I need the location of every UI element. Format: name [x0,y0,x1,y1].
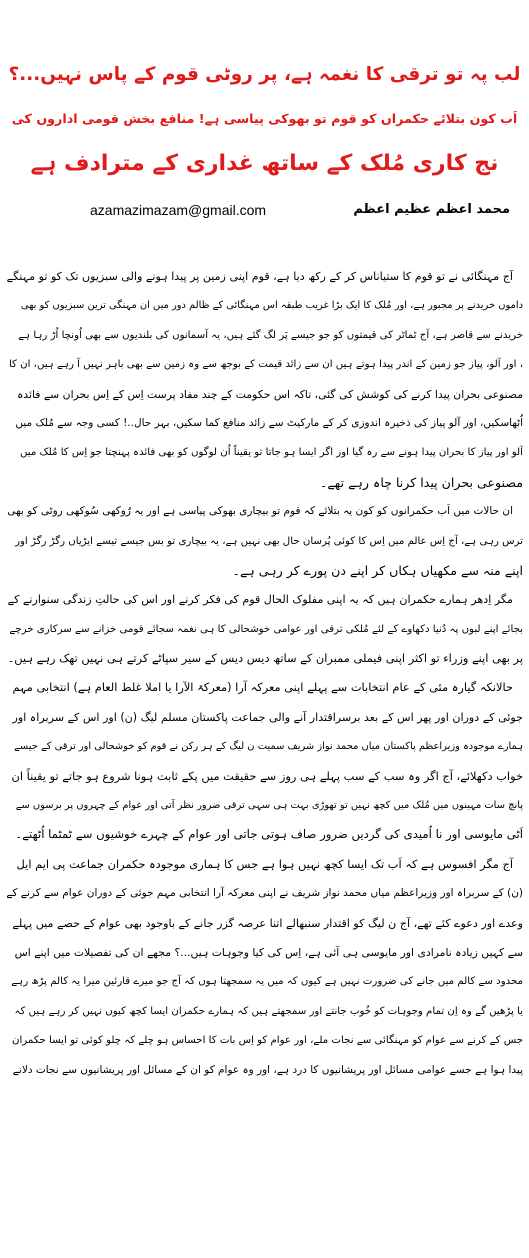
body-line: پر بھی اپنے وزراء تو اکثر اپنی فیملی ممبران کے ساتھ دیس دیس کے سیر سپاٹے کرتے ہی نہیں تھک رہے ہیں۔ [7,651,523,666]
author-email: azamazimazam@gmail.com [90,202,267,218]
body-line: مصنوعی بحران پیدا کرنے کی کوشش کی گئی، تاکہ اس حکومت کے چند مفاد پرست اِس کے اِس بحران سے فائدہ [16,387,523,401]
body-line: آج مگر افسوس ہے کہ اَب تک ایسا کچھ نہیں ہوا ہے جس کا ہماری موجودہ حکمران جماعت پی ایم ایل [16,856,513,871]
body-line: اُٹھاسکیں، اور آلو پیاز کی ذخیرہ اندوزی کر کے مارکیٹ سے زائد منافع کما سکیں، بہر حال..! کسی وجہ سے مُلک میں [15,416,523,429]
body-line: پانچ سات مہینوں میں مُلک میں کچھ نہیں تو تھوڑی بہت ہی سہی ترقی ضرور نظر آتی اور عوام کے چہروں پر برسوں سے [15,800,523,812]
body-line: اَٹی مایوسی اور نا اُمیدی کی گردیں ضرور صاف ہوتی جاتی اور عوام کے چہرے خوشیوں سے ٹمٹما اُٹھتے۔ [15,827,523,842]
body-line: محدود سے کالم میں جانے کی ضرورت نہیں ہے کیوں کہ میں یہ سمجھتا ہوں کہ آج جو میرے قارئین میرا یہ کالم پڑھ رہے [11,976,523,988]
body-line: سے کہیں زیادہ نامرادی اور مایوسی ہی آئی ہے، اِس کی کیا وجوہات ہیں...؟ مجھے ان کی تفصیلات میں اپنے اس [14,945,523,959]
headline-line-2: اَب کون بتلائے حکمراں کو قوم تو بھوکی پیاسی ہے! منافع بخش قومی اداروں کی [11,111,518,126]
body-line: ہمارے موجودہ وزیراعظم پاکستان میاں محمد نواز شریف سمیت ن لیگ کے ہر رکن نے قوم کو خوشحالی اور ترقی کے جیسے [14,741,523,753]
body-line: خواب دکھلائے، آج اگر وہ سب کے سب پہلے ہی روز سے حقیقت میں پکے ثابت ہونا شروع ہو جاتے تو یقیناً ان [11,768,523,783]
headline-line-1: لب پہ تو ترقی کا نغمہ ہے، پر روٹی قوم کے پاس نہیں...؟ [8,64,521,85]
body-line: خریدنے سے قاصر ہے، آج ٹماٹر کی قیمتوں کو جو جیسے پَر لگ گئے ہیں، یہ آسمانوں کی بلندیوں سے بھی اُونچا اُڑ رہا ہے [18,329,523,341]
body-line: اپنے منہ سے مکھیاں ہکاں کر اپنے دن پورے کر رہی ہے۔ [232,562,523,578]
body-line: آج مہنگائی نے تو قوم کا ستیاناس کر کے رکھ دیا ہے، قوم اپنی زمین پر پیدا ہونے والی سبزیوں تک کو تو مہنگے [6,270,513,283]
body-line: حالانکہ گیارہ مئی کے عام انتخابات سے پہلے اپنی معرکہ آرا (معرکۃ الآرا یا املا غلط العام ہے) انتخابی مہم [12,680,513,695]
article-body [6,262,523,1085]
body-line: مگر اِدھر ہمارے حکمران ہیں کہ یہ اپنی مفلوک الحال قوم کی فکر کرنے اور اس کی حالتِ زندگی سنوارنے کے [7,593,513,607]
body-line: داموں خریدنے پر مجبور ہے، اور مُلک کا ایک بڑا غریب طبقہ اس مہنگائی کے ظالم دور میں ان مہنگی ترین سبزیوں کو بھی [20,300,523,312]
body-line: وعدے اور دعوے کئے تھے، آج ن لیگ کو اقتدار سنبھالے اتنا عرصہ گزر جانے کے باوجود بھی عوام کے حصے میں پہلے [12,916,523,930]
body-line: مصنوعی بحران پیدا کرنا چاہ رہے تھے۔ [320,474,523,490]
body-line: جوئی کے دوران اور پھر اس کے بعد برسراقتدار آنے والی جماعت پاکستان مسلم لیگ (ن) اور اس کے سربراہ اور [12,710,523,724]
body-line: یا پڑھیں گے وہ اِن تمام وجوہات کو خُوب جانتے اور سمجھتے ہیں کہ ہمارے حکمران ایسا کچھ کیوں نہیں کر رہے ہیں کہ [14,1005,523,1017]
byline [90,200,510,220]
body-line: (ن) کے سربراہ اور وزیراعظم میاں محمد نواز شریف نے اپنی معرکہ آرا انتخابی مہم جوئی کے دوران عوام سے کرنے کے [6,887,523,900]
body-line: ترس رہی ہے، آج اِس عالم میں اِس کا کوئی پُرسان حال بھی نہیں ہے، یہ بیچاری تو بس جیسے تیسے ایڑیاں رگڑ رگڑ اور [15,535,523,547]
body-line: ان حالات میں اَب حکمرانوں کو کون یہ بتلائے کہ قوم تو بیچاری بھوکی پیاسی ہے اور یہ رُوکھی سُوکھی روٹی کو بھی [7,505,513,518]
body-line: پیدا ہوا ہے جسے عوامی مسائل اور پریشانیوں کا درد ہے، اور وہ عوام کو ان کے مسائل اور پریشانیوں سے نجات دلانے [12,1063,523,1076]
body-line: ، اور آلو، پیاز جو زمین کے اندر پیدا ہوتے ہیں ان سے زائد قیمت کے بوجھ سے وہ زمین سے بھی باہر نہیں آ رہے ہیں، ان کا [8,359,523,371]
body-line: بجائے اپنے لبوں پہ دُنیا دکھاوے کے لئے مُلکی ترقی اور عوامی خوشحالی کا ہی نغمہ سجائے قومی خزانے سے سرکاری خرچے [9,623,523,635]
body-line: جس کے کرنے سے عوام کو مہنگائی سے نجات ملے، اور عوام کو اِس بات کا احساس ہو چلے کہ چلو کوئی تو ایسا حکمران [12,1035,523,1047]
headline-line-3: نج کاری مُلک کے ساتھ غداری کے مترادف ہے [30,151,499,176]
body-line: آلو اور پیاز کا بحران پیدا ہونے سے رہ گیا اور اگر ایسا ہو جاتا تو یقیناً اُن لوگوں کو بھی فائدہ پہنچتا جو اِس کا مُلک میں [19,447,523,459]
author-name: محمد اعظم عظیم اعظم [353,202,510,217]
